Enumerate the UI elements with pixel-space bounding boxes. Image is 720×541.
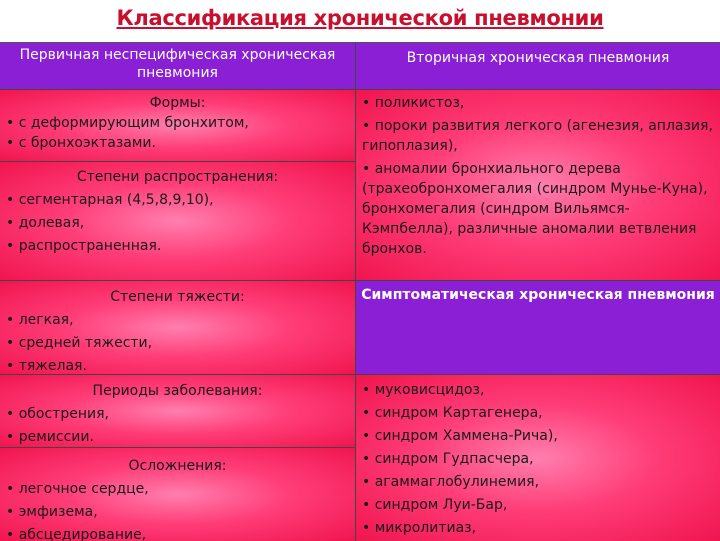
- severity-item: • тяжелая.: [6, 358, 87, 374]
- complications-item: • абсцедирование,: [6, 527, 147, 541]
- symptomatic-item: • синдром Хаммена-Рича),: [362, 428, 558, 444]
- column-divider: [355, 43, 356, 541]
- secondary-item: • аномалии бронхиального дерева (трахеобронхомегалия (синдром Мунье-Куна), бронхомегалия (синдром Вильямся-Кэмпбелла), различные аномалии ветвления бронхов.: [362, 161, 708, 257]
- spread-cell: [0, 162, 355, 280]
- symptomatic-list-cell: [356, 375, 720, 541]
- periods-heading: Периоды заболевания:: [92, 383, 263, 399]
- periods-cell: [0, 375, 355, 447]
- severity-heading: Степени тяжести:: [110, 289, 245, 305]
- secondary-item: • поликистоз,: [362, 95, 465, 111]
- symptomatic-item: • синдром Гудпасчера,: [362, 451, 534, 467]
- symptomatic-item: • агаммаглобулинемия,: [362, 474, 540, 490]
- classification-table: [0, 42, 720, 540]
- row-divider: [0, 280, 720, 281]
- forms-item: • с бронхоэктазами.: [6, 135, 156, 151]
- row-divider: [0, 447, 355, 448]
- spread-item: • долевая,: [6, 215, 85, 231]
- symptomatic-item: • муковисцидоз,: [362, 382, 485, 398]
- severity-item: • средней тяжести,: [6, 335, 153, 351]
- spread-heading: Степени распространения:: [76, 169, 279, 185]
- symptomatic-heading: Симптоматическая хроническая пневмония: [356, 281, 720, 374]
- row-divider: [0, 374, 720, 375]
- secondary-item: • пороки развития легкого (агенезия, аплазия, гипоплазия),: [362, 118, 713, 154]
- symptomatic-item: • микролитиаз,: [362, 520, 477, 536]
- periods-item: • обострения,: [6, 406, 109, 422]
- complications-item: • легочное сердце,: [6, 481, 149, 497]
- secondary-causes-cell: [356, 90, 720, 280]
- forms-heading: Формы:: [149, 95, 206, 111]
- symptomatic-cell: [356, 281, 720, 374]
- complications-heading: Осложнения:: [128, 458, 227, 474]
- row-divider: [0, 89, 720, 90]
- symptomatic-item: • синдром Картагенера,: [362, 405, 543, 421]
- spread-item: • распространенная.: [6, 238, 162, 254]
- row-divider: [0, 161, 355, 162]
- periods-item: • ремиссии.: [6, 429, 94, 445]
- spread-item: • сегментарная (4,5,8,9,10),: [6, 192, 214, 208]
- complications-cell: [0, 448, 355, 541]
- complications-item: • эмфизема,: [6, 504, 98, 520]
- header-primary: Первичная неспецифическая хроническая пневмония: [0, 43, 355, 89]
- severity-item: • легкая,: [6, 312, 74, 328]
- header-secondary: Вторичная хроническая пневмония: [356, 43, 720, 89]
- symptomatic-item: • синдром Луи-Бар,: [362, 497, 508, 513]
- severity-cell: [0, 281, 355, 374]
- forms-item: • с деформирующим бронхитом,: [6, 115, 249, 131]
- page-title: Классификация хронической пневмонии: [116, 6, 604, 30]
- forms-cell: [0, 90, 355, 161]
